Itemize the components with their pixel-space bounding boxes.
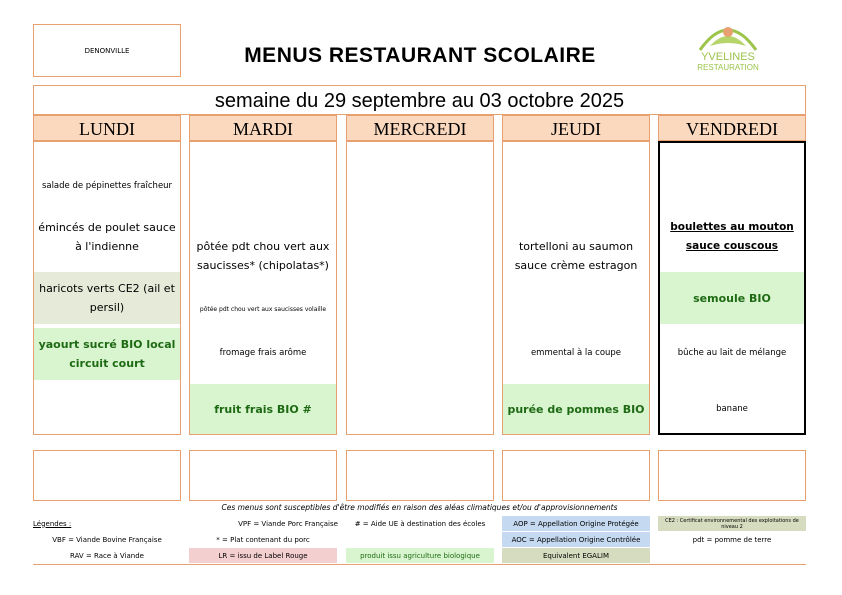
day-vendredi: VENDREDI: [658, 115, 806, 141]
page-title: MENUS RESTAURANT SCOLAIRE: [244, 44, 596, 67]
legend-egalim: Equivalent EGALIM: [502, 548, 650, 563]
lundi-laitage: yaourt sucré BIO local circuit court: [34, 328, 180, 380]
jeudi-dessert: purée de pommes BIO: [503, 384, 649, 434]
logo-line1: YVELINES: [701, 51, 755, 63]
column-vendredi: [658, 141, 806, 435]
vendredi-plat: boulettes au mouton sauce couscous: [670, 221, 794, 252]
extra-cell-mercredi: [346, 450, 494, 501]
legend-rav: RAV = Race à Viande: [70, 551, 144, 560]
jeudi-laitage: emmental à la coupe: [530, 348, 622, 358]
week-title: semaine du 29 septembre au 03 octobre 2025: [33, 85, 806, 115]
lundi-entree: salade de pépinettes fraîcheur: [41, 181, 173, 191]
legend-aoc: AOC = Appellation Origine Contrôlée: [502, 532, 650, 547]
town-box: [33, 24, 181, 77]
legend-ce2: CE2 : Certificat environnemental des exploitations de niveau 2: [658, 516, 806, 531]
yvelines-logo: [688, 16, 768, 76]
extra-cell-mardi: [189, 450, 337, 501]
day-mercredi: MERCREDI: [346, 115, 494, 141]
legend-vpf: VPF = Viande Porc Française: [238, 519, 338, 528]
vendredi-dessert: banane: [716, 404, 748, 414]
legend-pdt: pdt = pomme de terre: [692, 535, 772, 544]
column-mardi: [189, 141, 337, 435]
day-mardi: MARDI: [189, 115, 337, 141]
legend-porc: * = Plat contenant du porc: [216, 535, 310, 544]
logo-leaf-icon: [688, 16, 768, 56]
vendredi-accompagnement: semoule BIO: [660, 272, 804, 324]
legend-aide: # = Aide UE à destination des écoles: [354, 519, 486, 528]
extra-cell-lundi: [33, 450, 181, 501]
column-mercredi: [346, 141, 494, 435]
extra-cell-jeudi: [502, 450, 650, 501]
column-lundi: [33, 141, 181, 435]
legend-title: Légendes :: [33, 519, 72, 528]
legend: [33, 516, 806, 565]
mardi-laitage: fromage frais arôme: [219, 348, 307, 358]
legend-aop: AOP = Appellation Origine Protégée: [502, 516, 650, 531]
day-jeudi: JEUDI: [502, 115, 650, 141]
lundi-plat: émincés de poulet sauce à l'indienne: [38, 221, 176, 253]
town-name: DENONVILLE: [84, 46, 130, 55]
vendredi-laitage: bûche au lait de mélange: [677, 348, 787, 358]
mardi-dessert: fruit frais BIO #: [190, 384, 336, 434]
legend-lr: LR = issu de Label Rouge: [189, 548, 337, 563]
lundi-accompagnement: haricots verts CE2 (ail et persil): [34, 272, 180, 324]
legend-bio: produit issu agriculture biologique: [346, 548, 494, 563]
jeudi-plat: tortelloni au saumon sauce crème estragon: [514, 240, 638, 272]
extra-cell-vendredi: [658, 450, 806, 501]
mardi-plat: pôtée pdt chou vert aux saucisses* (chipolatas*): [196, 240, 330, 272]
column-jeudi: [502, 141, 650, 435]
legend-vbf: VBF = Viande Bovine Française: [52, 535, 162, 544]
day-lundi: LUNDI: [33, 115, 181, 141]
logo-line2: RESTAURATION: [697, 63, 759, 72]
notice-text: Ces menus sont susceptibles d'être modifiés en raison des aléas climatiques et/ou d'approvisionnements: [221, 503, 618, 512]
mardi-substitution: pôtée pdt chou vert aux saucisses volaille: [199, 305, 327, 313]
